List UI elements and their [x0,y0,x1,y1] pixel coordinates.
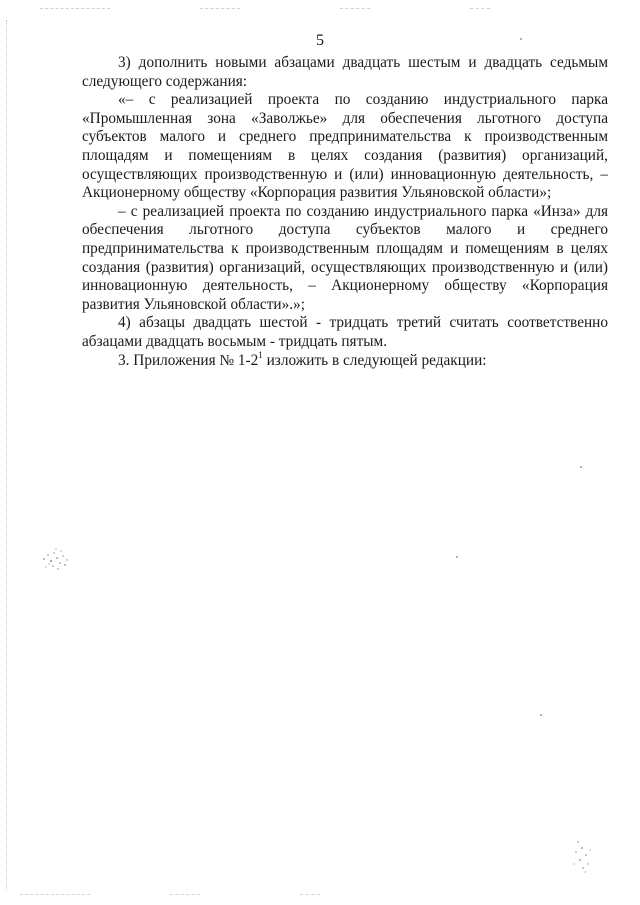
paragraph: 4) абзацы двадцать шестой - тридцать третий считать соответственно абзацами двадцать восьмым - тридцать пятым. [82,314,608,350]
paragraph: 3) дополнить новыми абзацами двадцать шестым и двадцать седьмым следующего содержания: [82,54,608,90]
scan-top-artifact [340,8,370,10]
paragraph [82,349,608,371]
paragraph-text: изложить в следующей редакции: [262,351,487,369]
scan-edge-artifact [6,20,9,890]
paragraph: – с реализацией проекта по созданию индустриального парка «Инза» для обеспечения льготного доступа субъектов малого и среднего предпринимательства к производственным площадям и помещениям в целях создания (развития) организаций, осуществляющих производственную и (или) инновационную деятельность, – Акционерному обществу «Корпорация развития Ульяновской области».»; [82,202,608,313]
scan-speck [580,466,582,468]
scan-noise-cluster [40,545,74,575]
scan-top-artifact [40,8,110,10]
scan-speck [456,556,458,558]
paragraph: «– с реализацией проекта по созданию индустриального парка «Промышленная зона «Заволжье» для обеспечения льготного доступа субъектов малого и среднего предпринимательства к производственным площадям и помещениям в целях создания (развития) организаций, осуществляющих производственную и (или) инновационную деятельность, – Акционерному обществу «Корпорация развития Ульяновской области»; [82,91,608,202]
scan-bottom-artifact [300,894,320,896]
superscript: 1 [258,349,263,360]
page-number: 5 [316,32,324,49]
scan-noise-cluster [568,836,598,876]
scan-top-artifact [200,8,240,10]
scan-speck [540,714,542,716]
scan-bottom-artifact [20,894,90,896]
scan-top-artifact [470,8,490,10]
scan-bottom-artifact [170,894,200,896]
document-body [82,54,608,370]
paragraph-text: 3. Приложения № 1-2 [118,351,259,369]
